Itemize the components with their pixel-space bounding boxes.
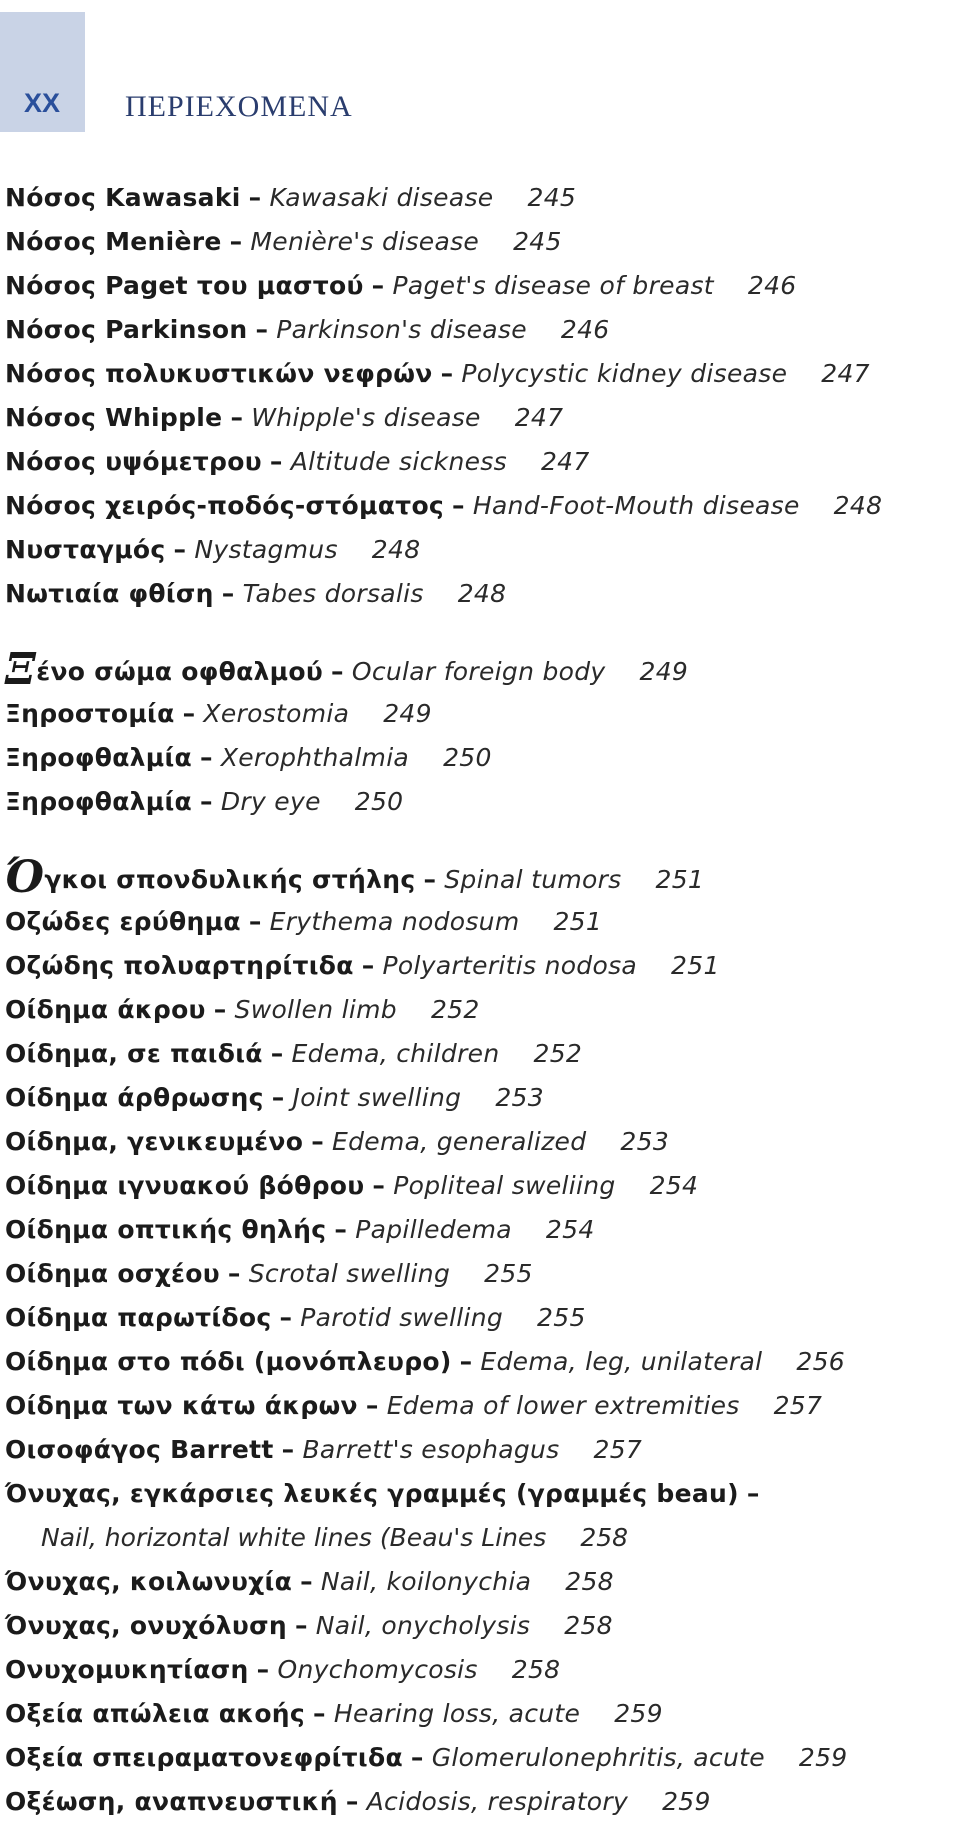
- english-term: Ocular foreign body: [351, 657, 606, 686]
- english-term: Edema of lower extremities: [386, 1391, 740, 1420]
- index-entry: [5, 1127, 669, 1157]
- dash-separator: –: [331, 657, 344, 686]
- english-term: Hand-Foot-Mouth disease: [472, 491, 800, 520]
- english-term: Nail, horizontal white lines (Beau's Lines: [41, 1523, 547, 1552]
- index-entry: [5, 907, 602, 937]
- english-term: Polyarteritis nodosa: [382, 951, 638, 980]
- dash-separator: –: [281, 1435, 295, 1464]
- english-term: Swollen limb: [234, 995, 397, 1024]
- dash-separator: –: [300, 1567, 313, 1596]
- greek-term: Οίδημα, γενικευμένο: [5, 1127, 304, 1156]
- english-term: Edema, leg, unilateral: [480, 1347, 763, 1376]
- page-ref: 255: [484, 1259, 533, 1288]
- greek-term: Νυσταγμός: [5, 535, 166, 564]
- index-entry: [5, 743, 492, 773]
- dash-separator: –: [410, 1743, 424, 1772]
- index-entry: [5, 271, 797, 301]
- english-term: Parotid swelling: [300, 1303, 504, 1332]
- english-term: Altitude sickness: [290, 447, 507, 476]
- index-entry: [5, 1567, 614, 1597]
- index-entry: [5, 1699, 663, 1729]
- english-term: Nystagmus: [194, 535, 338, 564]
- dash-separator: –: [200, 787, 213, 816]
- greek-term: Όνυχας, ονυχόλυση: [5, 1611, 287, 1640]
- drop-initial: Ξ: [5, 644, 37, 695]
- index-entry: [5, 1083, 544, 1113]
- page-ref: 258: [511, 1655, 561, 1684]
- greek-term: Όνυχας, εγκάρσιες λευκές γραμμές (γραμμές beau): [5, 1479, 739, 1508]
- greek-term: Οίδημα άκρου: [5, 995, 206, 1024]
- page-ref: 253: [620, 1127, 670, 1156]
- index-entry: [5, 1743, 848, 1773]
- english-term: Barrett's esophagus: [302, 1435, 560, 1464]
- dash-separator: –: [452, 491, 465, 520]
- english-term: Menière's disease: [250, 227, 480, 256]
- page-ref: 258: [564, 1611, 613, 1640]
- dash-separator: –: [182, 699, 196, 728]
- dash-separator: –: [294, 1611, 308, 1640]
- index-entry: [5, 359, 870, 389]
- dash-separator: –: [229, 227, 243, 256]
- page-ref: 259: [662, 1787, 711, 1816]
- dash-separator: –: [279, 1303, 293, 1332]
- index-entry: [5, 1611, 613, 1641]
- english-term: Scrotal swelling: [248, 1259, 451, 1288]
- page-ref: 247: [821, 359, 870, 388]
- english-term: Edema, generalized: [332, 1127, 587, 1156]
- greek-term: Οζώδης πολυαρτηρίτιδα: [5, 951, 354, 980]
- page-ref: 248: [833, 491, 883, 520]
- page-header: [0, 0, 960, 150]
- english-term: Xerostomia: [203, 699, 350, 728]
- greek-term: Νωτιαία φθίση: [5, 579, 214, 608]
- drop-initial: Ό: [5, 852, 45, 903]
- dash-separator: –: [221, 579, 235, 608]
- page-ref: 252: [533, 1039, 583, 1068]
- index-entry: [5, 1347, 845, 1377]
- dash-separator: –: [372, 1171, 386, 1200]
- page-ref: 251: [553, 907, 603, 936]
- index-entry: [5, 1171, 698, 1201]
- greek-term: γκοι σπονδυλικής στήλης: [44, 865, 416, 894]
- greek-term: Οίδημα ιγνυακού βόθρου: [5, 1171, 365, 1200]
- page-ref: 245: [513, 227, 562, 256]
- dash-separator: –: [365, 1391, 379, 1420]
- page-ref: 253: [495, 1083, 544, 1112]
- dash-separator: –: [269, 447, 283, 476]
- page-ref: 248: [371, 535, 421, 564]
- page-ref: 251: [655, 865, 705, 894]
- dash-separator: –: [227, 1259, 241, 1288]
- index-entry: [5, 1787, 711, 1817]
- page-ref: 255: [537, 1303, 586, 1332]
- dash-separator: –: [248, 183, 262, 212]
- section-title: ΠΕΡΙΕΧΟΜΕΝΑ: [125, 90, 353, 123]
- english-term: Polycystic kidney disease: [461, 359, 788, 388]
- english-term: Xerophthalmia: [220, 743, 410, 772]
- greek-term: Οξεία απώλεια ακοής: [5, 1699, 306, 1728]
- greek-term: Οίδημα οσχέου: [5, 1259, 220, 1288]
- greek-term: Οισοφάγος Barrett: [5, 1435, 274, 1464]
- greek-term: Οίδημα άρθρωσης: [5, 1083, 264, 1112]
- greek-term: Οίδημα οπτικής θηλής: [5, 1215, 327, 1244]
- page-ref: 249: [383, 699, 432, 728]
- index-entry: [5, 183, 576, 213]
- greek-term: Ονυχομυκητίαση: [5, 1655, 249, 1684]
- greek-term: Οίδημα στο πόδι (μονόπλευρο): [5, 1347, 452, 1376]
- greek-term: Οξεία σπειραματονεφρίτιδα: [5, 1743, 403, 1772]
- index-entry: [5, 1259, 533, 1289]
- greek-term: Όνυχας, κοιλωνυχία: [5, 1567, 293, 1596]
- dash-separator: –: [361, 951, 375, 980]
- index-entry: [5, 787, 403, 817]
- dash-separator: –: [345, 1787, 359, 1816]
- greek-term: Οίδημα των κάτω άκρων: [5, 1391, 358, 1420]
- greek-term: Νόσος πολυκυστικών νεφρών: [5, 359, 433, 388]
- dash-separator: –: [213, 995, 227, 1024]
- greek-term: Οίδημα παρωτίδος: [5, 1303, 272, 1332]
- page-ref: 245: [527, 183, 577, 212]
- greek-term: Νόσος υψόμετρου: [5, 447, 262, 476]
- english-term: Glomerulonephritis, acute: [431, 1743, 765, 1772]
- english-term: Kawasaki disease: [269, 183, 494, 212]
- greek-term: Νόσος Paget του μαστού: [5, 271, 364, 300]
- english-term: Onychomycosis: [277, 1655, 478, 1684]
- index-entry: [5, 1215, 595, 1245]
- dash-separator: –: [459, 1347, 473, 1376]
- dash-separator: –: [256, 1655, 270, 1684]
- dash-separator: –: [248, 907, 262, 936]
- page-ref: 248: [457, 579, 507, 608]
- dash-separator: –: [371, 271, 385, 300]
- english-term: Joint swelling: [292, 1083, 462, 1112]
- page-ref: 259: [614, 1699, 663, 1728]
- english-term: Dry eye: [220, 787, 321, 816]
- english-term: Popliteal sweliing: [393, 1171, 616, 1200]
- page-ref: 249: [639, 657, 689, 686]
- index-entry: [5, 951, 720, 981]
- index-entry: [5, 403, 563, 433]
- greek-term: ένο σώμα οφθαλμού: [36, 657, 324, 686]
- index-entry: [5, 644, 689, 695]
- index-entry: [5, 852, 705, 903]
- index-entry: [5, 535, 420, 565]
- dash-separator: –: [334, 1215, 348, 1244]
- page-ref: 257: [773, 1391, 823, 1420]
- index-entry-continuation: [41, 1523, 628, 1553]
- index-entry: [5, 1303, 586, 1333]
- dash-separator: –: [270, 1039, 284, 1068]
- page-ref: 246: [747, 271, 797, 300]
- page-ref: 254: [649, 1171, 699, 1200]
- dash-separator: –: [271, 1083, 285, 1112]
- page-number: XX: [24, 88, 61, 118]
- page-ref: 246: [560, 315, 610, 344]
- english-term: Edema, children: [291, 1039, 500, 1068]
- page-ref: 258: [580, 1523, 629, 1552]
- greek-term: Οζώδες ερύθημα: [5, 907, 241, 936]
- index-entry: [5, 447, 590, 477]
- page-ref: 256: [796, 1347, 845, 1376]
- index-entry: [5, 1655, 560, 1685]
- page-ref: 250: [443, 743, 492, 772]
- index-entry: [5, 491, 882, 521]
- page-ref: 257: [593, 1435, 643, 1464]
- index-entry: [5, 227, 562, 257]
- english-term: Parkinson's disease: [276, 315, 527, 344]
- english-term: Nail, koilonychia: [320, 1567, 532, 1596]
- english-term: Hearing loss, acute: [333, 1699, 581, 1728]
- index-entry: [5, 1391, 822, 1421]
- greek-term: Ξηροφθαλμία: [5, 743, 193, 772]
- greek-term: Νόσος Menière: [5, 227, 222, 256]
- dash-separator: –: [230, 403, 244, 432]
- english-term: Tabes dorsalis: [242, 579, 424, 608]
- dash-separator: –: [423, 865, 437, 894]
- index-entry: [5, 1479, 768, 1509]
- dash-separator: –: [255, 315, 269, 344]
- page-ref: 251: [671, 951, 720, 980]
- greek-term: Νόσος Kawasaki: [5, 183, 241, 212]
- page-ref: 254: [545, 1215, 595, 1244]
- dash-separator: –: [200, 743, 213, 772]
- dash-separator: –: [173, 535, 187, 564]
- greek-term: Ξηροστομία: [5, 699, 175, 728]
- index-entry: [5, 995, 480, 1025]
- index-entry: [5, 1039, 582, 1069]
- english-term: Erythema nodosum: [269, 907, 520, 936]
- page-ref: 259: [798, 1743, 848, 1772]
- english-term: Paget's disease of breast: [392, 271, 714, 300]
- english-term: Acidosis, respiratory: [366, 1787, 629, 1816]
- dash-separator: –: [311, 1127, 325, 1156]
- greek-term: Νόσος χειρός-ποδός-στόματος: [5, 491, 445, 520]
- page-ref: 247: [540, 447, 590, 476]
- english-term: Whipple's disease: [251, 403, 481, 432]
- dash-separator: –: [440, 359, 454, 388]
- dash-separator: –: [746, 1479, 760, 1508]
- english-term: Papilledema: [355, 1215, 512, 1244]
- greek-term: Οίδημα, σε παιδιά: [5, 1039, 263, 1068]
- greek-term: Οξέωση, αναπνευστική: [5, 1787, 338, 1816]
- english-term: Spinal tumors: [444, 865, 622, 894]
- index-entry: [5, 315, 610, 345]
- page-ref: 252: [430, 995, 480, 1024]
- greek-term: Νόσος Parkinson: [5, 315, 248, 344]
- index-entry: [5, 1435, 642, 1465]
- index-entry: [5, 579, 506, 609]
- english-term: Nail, onycholysis: [315, 1611, 531, 1640]
- greek-term: Νόσος Whipple: [5, 403, 223, 432]
- greek-term: Ξηροφθαλμία: [5, 787, 193, 816]
- index-entry: [5, 699, 432, 729]
- page-ref: 247: [514, 403, 564, 432]
- dash-separator: –: [313, 1699, 326, 1728]
- page-ref: 258: [565, 1567, 614, 1596]
- page-ref: 250: [354, 787, 404, 816]
